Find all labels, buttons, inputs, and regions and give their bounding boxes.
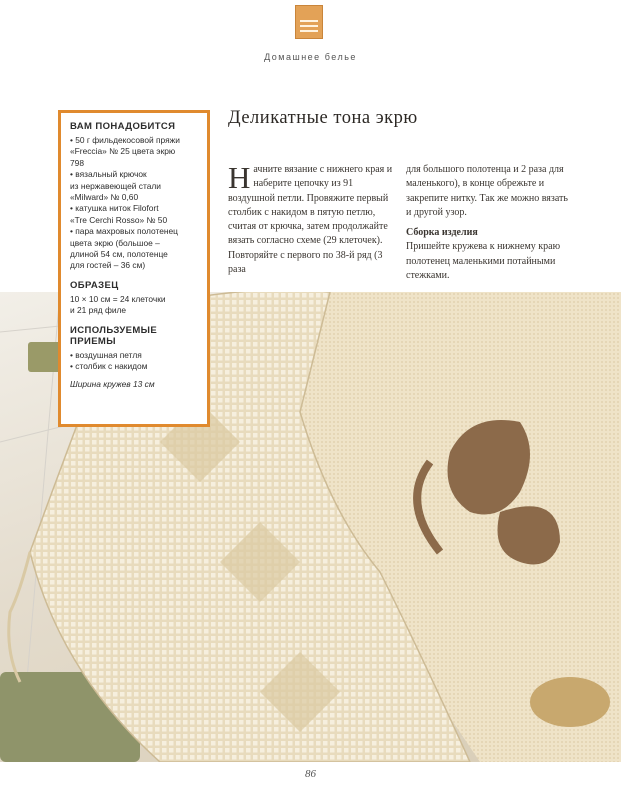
techniques-heading: ИСПОЛЬЗУЕМЫЕ ПРИЕМЫ bbox=[70, 324, 158, 347]
materials-item: • пара махровых полотенец bbox=[70, 226, 178, 237]
materials-item: для гостей – 36 см) bbox=[70, 260, 146, 271]
materials-item: 798 bbox=[70, 157, 84, 168]
materials-item: «Milward» № 0,60 bbox=[70, 192, 139, 203]
body-text-2: для большого полотенца и 2 раза для маленького), в конце обрежьте и закрепите нитку. Так же можно вязать и другой узор. bbox=[406, 164, 568, 218]
body-text-1: ачните вязание с нижнего края и наберите цепочку из 91 воздушной петли. Провяжите первый столбик с накидом в пятую петлю, считая от крючка, затем продолжайте вязать согласно схеме (29 клеточек). Повторяйте с первого по 38-й ряд (3 раза bbox=[228, 164, 393, 276]
article-title: Деликатные тона экрю bbox=[228, 108, 418, 128]
page-number: 86 bbox=[305, 768, 316, 780]
assembly-text: Пришейте кружева к нижнему краю полотенец маленькими потайными стежками. bbox=[406, 241, 561, 282]
materials-item: • катушка ниток Filofort bbox=[70, 203, 159, 214]
materials-item: цвета экрю (большое – bbox=[70, 237, 160, 248]
lace-width-note: Ширина кружев 13 см bbox=[70, 378, 155, 389]
section-header: Домашнее белье bbox=[264, 52, 357, 62]
assembly-heading: Сборка изделия bbox=[406, 227, 478, 239]
towel-logo-icon bbox=[295, 5, 323, 39]
sample-heading: ОБРАЗЕЦ bbox=[70, 279, 119, 291]
materials-item: • 50 г фильдекосовой пряжи bbox=[70, 135, 180, 145]
body-column-2 bbox=[406, 163, 571, 283]
materials-heading: ВАМ ПОНАДОБИТСЯ bbox=[70, 121, 176, 132]
materials-item: • вязальный крючок bbox=[70, 169, 147, 180]
drop-cap: Н bbox=[228, 160, 251, 195]
technique-item: • воздушная петля bbox=[70, 349, 142, 360]
materials-box bbox=[58, 110, 210, 427]
materials-item: «Freccia» № 25 цвета экрю bbox=[70, 146, 176, 157]
sample-line: 10 × 10 см = 24 клеточки bbox=[70, 293, 166, 304]
materials-item: длиной 54 см, полотенце bbox=[70, 249, 168, 260]
materials-item: «Tre Cerchi Rosso» № 50 bbox=[70, 214, 168, 225]
sample-line: и 21 ряд филе bbox=[70, 305, 127, 316]
technique-item: • столбик с накидом bbox=[70, 361, 148, 372]
body-column-1 bbox=[228, 160, 396, 277]
materials-item: из нержавеющей стали bbox=[70, 180, 161, 191]
